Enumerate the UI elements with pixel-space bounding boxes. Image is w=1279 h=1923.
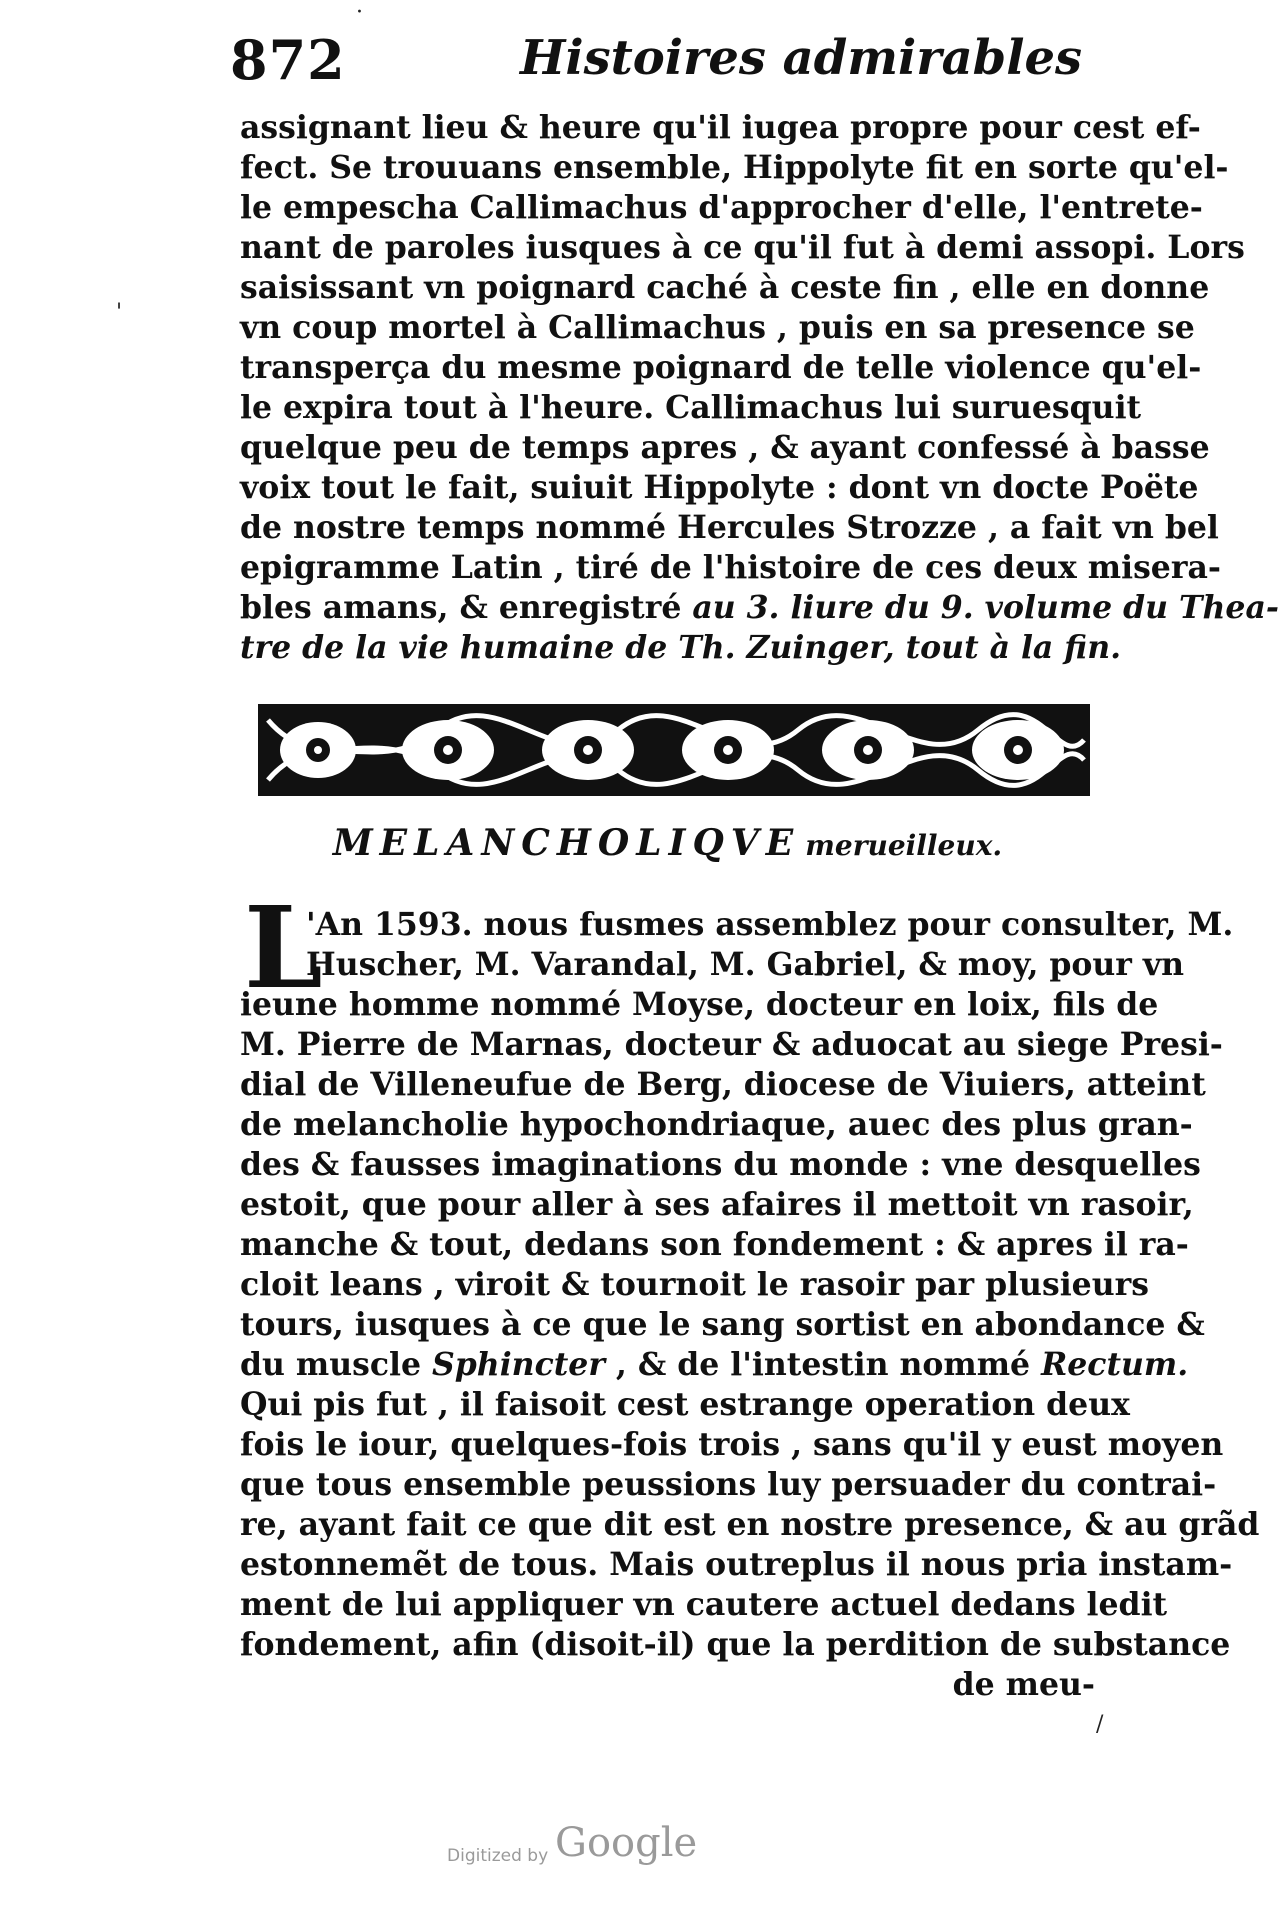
stray-mark: · bbox=[356, 0, 363, 25]
text-line: de melancholie hypochondriaque, auec des plus gran- bbox=[240, 1106, 1193, 1143]
text-line: fondement, afin (disoit-il) que la perdition de substance bbox=[240, 1626, 1231, 1663]
text-line: assignant lieu & heure qu'il iugea propre pour cest ef- bbox=[240, 109, 1201, 146]
text-line: le empescha Callimachus d'approcher d'elle, l'entrete- bbox=[240, 189, 1203, 226]
text-line: tours, iusques à ce que le sang sortist en abondance & bbox=[240, 1306, 1205, 1343]
text-line: re, ayant fait ce que dit est en nostre presence, & au grãd bbox=[240, 1506, 1260, 1543]
section-subtitle: merueilleux. bbox=[805, 829, 1003, 862]
stray-mark: / bbox=[1096, 1712, 1104, 1737]
text-line: ieune homme nommé Moyse, docteur en loix, fils de bbox=[240, 986, 1159, 1023]
text-line: le expira tout à l'heure. Callimachus lui suruesquit bbox=[240, 389, 1142, 426]
running-title: Histoires admirables bbox=[520, 30, 1083, 86]
text-line: nant de paroles iusques à ce qu'il fut à demi assopi. Lors bbox=[240, 229, 1245, 266]
text-roman: , & de l'intestin nommé bbox=[615, 1346, 1031, 1383]
text-line: saisissant vn poignard caché à ceste fin , elle en donne bbox=[240, 269, 1210, 306]
text-line: dial de Villeneufue de Berg, diocese de Viuiers, atteint bbox=[240, 1066, 1206, 1103]
main-paragraph bbox=[240, 905, 1260, 1705]
stray-mark: ' bbox=[116, 300, 123, 325]
term-italic: Rectum. bbox=[1041, 1346, 1189, 1383]
text-line: Qui pis fut , il faisoit cest estrange operation deux bbox=[240, 1386, 1130, 1423]
page-number: 872 bbox=[230, 28, 346, 92]
text-line: quelque peu de temps apres , & ayant confessé à basse bbox=[240, 429, 1210, 466]
google-label: Google bbox=[555, 1820, 698, 1866]
text-line: vn coup mortel à Callimachus , puis en sa presence se bbox=[240, 309, 1195, 346]
digitized-label: Digitized by bbox=[447, 1846, 549, 1866]
page-header bbox=[230, 22, 1083, 92]
text-line: epigramme Latin , tiré de l'histoire de ces deux misera- bbox=[240, 549, 1221, 586]
text-line: fois le iour, quelques-fois trois , sans qu'il y eust moyen bbox=[240, 1426, 1224, 1463]
drop-cap: L bbox=[244, 883, 323, 1014]
text-line: manche & tout, dedans son fondement : & apres il ra- bbox=[240, 1226, 1189, 1263]
catchword: de meu- bbox=[952, 1666, 1095, 1703]
text-line: que tous ensemble peussions luy persuader du contrai- bbox=[240, 1466, 1217, 1503]
text-line: 'An 1593. nous fusmes assemblez pour consulter, M. bbox=[306, 906, 1234, 943]
text-line: ment de lui appliquer vn cautere actuel dedans ledit bbox=[240, 1586, 1168, 1623]
text-line: estonnemẽt de tous. Mais outreplus il nous pria instam- bbox=[240, 1546, 1233, 1583]
text-roman: bles amans, & enregistré bbox=[240, 589, 682, 626]
text-line: Huscher, M. Varandal, M. Gabriel, & moy, pour vn bbox=[306, 946, 1185, 983]
text-line: transperça du mesme poignard de telle violence qu'el- bbox=[240, 349, 1202, 386]
text-line-mixed bbox=[240, 1345, 1189, 1385]
citation-italic: au 3. liure du 9. volume du Thea- bbox=[692, 589, 1279, 626]
section-title: MELANCHOLIQVE bbox=[332, 822, 801, 864]
text-line: de nostre temps nommé Hercules Strozze , a fait vn bel bbox=[240, 509, 1219, 546]
text-line: cloit leans , viroit & tournoit le rasoir par plusieurs bbox=[240, 1266, 1149, 1303]
text-line: M. Pierre de Marnas, docteur & aduocat au siege Presi- bbox=[240, 1026, 1223, 1063]
text-line-mixed bbox=[240, 588, 1279, 628]
digitized-by-google-watermark bbox=[447, 1818, 707, 1868]
text-line: fect. Se trouuans ensemble, Hippolyte fit en sorte qu'el- bbox=[240, 149, 1229, 186]
text-line: des & fausses imaginations du monde : vne desquelles bbox=[240, 1146, 1201, 1183]
ornamental-band bbox=[258, 700, 1090, 800]
term-italic: Sphincter bbox=[432, 1346, 605, 1383]
text-roman: du muscle bbox=[240, 1346, 422, 1383]
citation-italic-line: tre de la vie humaine de Th. Zuinger, tout à la fin. bbox=[240, 629, 1122, 666]
text-line: voix tout le fait, suiuit Hippolyte : dont vn docte Poëte bbox=[240, 469, 1199, 506]
top-paragraph bbox=[240, 108, 1279, 668]
text-line: estoit, que pour aller à ses afaires il mettoit vn rasoir, bbox=[240, 1186, 1194, 1223]
section-heading bbox=[240, 822, 1095, 864]
